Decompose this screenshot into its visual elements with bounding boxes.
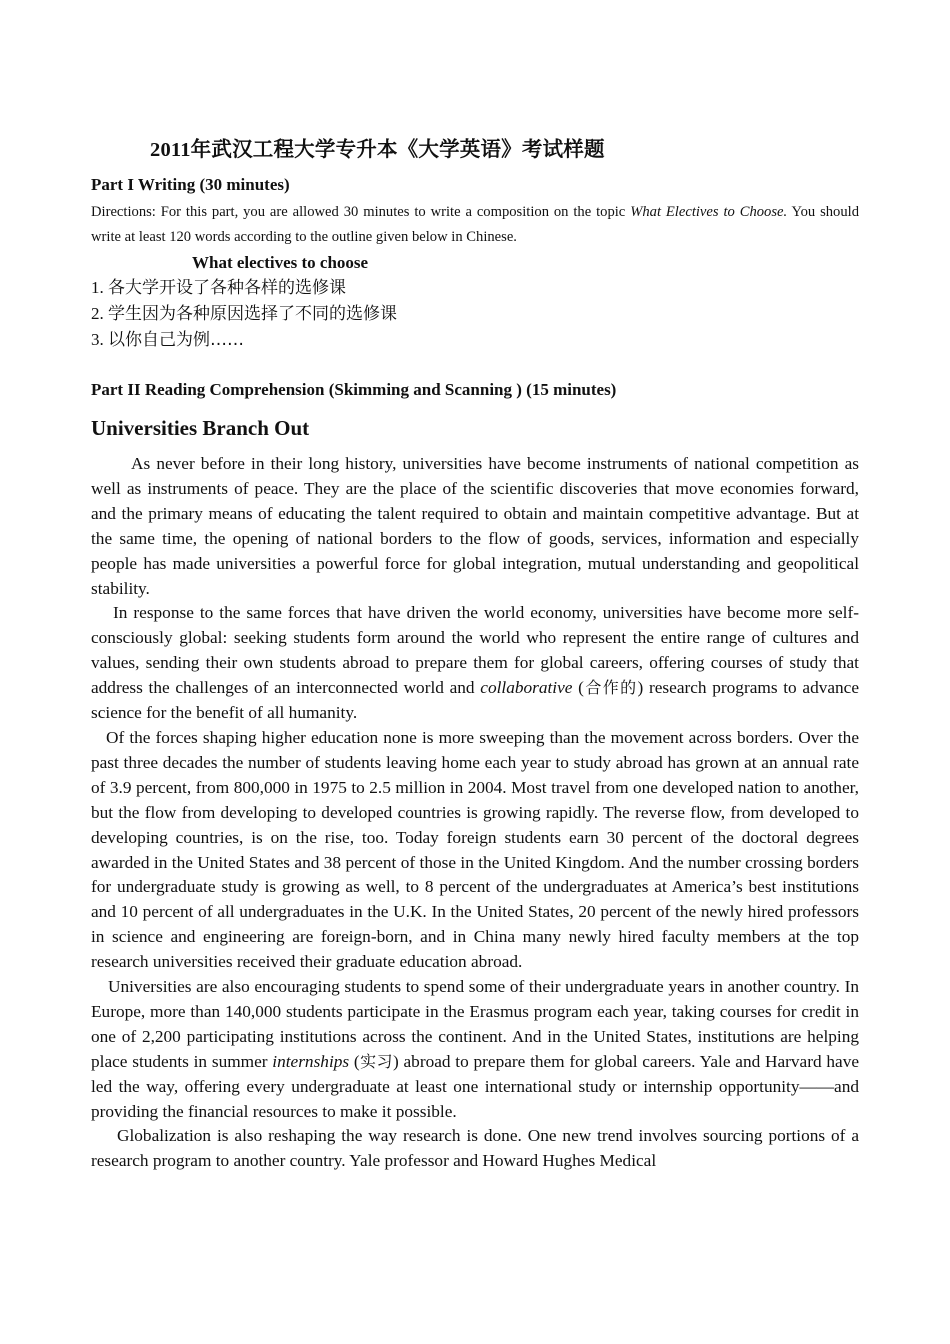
document-title: 2011年武汉工程大学专升本《大学英语》考试样题 bbox=[150, 139, 605, 161]
article-paragraph-4 bbox=[91, 975, 859, 1124]
paragraph-2-gloss-open: ( bbox=[572, 678, 584, 698]
directions-topic: What Electives to Choose. bbox=[630, 204, 788, 220]
paragraph-4-italic-term: internships bbox=[272, 1051, 350, 1071]
outline-title: What electives to choose bbox=[192, 253, 369, 272]
outline-item-text: 以你自己为例…… bbox=[108, 330, 244, 350]
paragraph-4-text-a: Universities are also encouraging students to spend some of their undergraduate years in another country. In Europe, more than 140,000 students participate in the Erasmus program each year, taking courses for credit in one of 2,200 participating institutions across the continent. And in the United States, institutions are helping place students in summer bbox=[91, 977, 859, 1071]
article-title: Universities Branch Out bbox=[91, 416, 310, 440]
article-paragraph-2 bbox=[91, 601, 859, 726]
outline-item-text: 学生因为各种原因选择了不同的选修课 bbox=[108, 304, 397, 324]
paragraph-4-text-b: ) abroad to prepare them for global careers. Yale and Harvard have led the way, offering every undergraduate at least one international study or internship opportunity——and providing the financial resources to make it possible. bbox=[91, 1051, 860, 1121]
paragraph-2-text-a: In response to the same forces that have driven the world economy, universities have become more self-consciously global: seeking students form around the world who represent the entire range of cultures and values, sending their own students abroad to prepare them for global careers, offering courses of study that address the challenges of an interconnected world and bbox=[91, 603, 859, 698]
part2-section bbox=[91, 379, 859, 1174]
directions-text-post: You should write at least 120 words according to the outline given below in Chinese. bbox=[91, 204, 859, 245]
paragraph-2-italic-term: collaborative bbox=[480, 678, 573, 698]
part1-section bbox=[91, 174, 859, 353]
part1-heading: Part I Writing (30 minutes) bbox=[91, 175, 290, 194]
outline-item bbox=[91, 327, 859, 353]
document-page bbox=[91, 134, 859, 1174]
article-body bbox=[91, 452, 859, 1174]
outline-list bbox=[91, 275, 859, 353]
outline-item-number: 1. bbox=[91, 278, 108, 297]
part1-directions bbox=[91, 200, 859, 250]
outline-item-number: 3. bbox=[91, 330, 108, 349]
article-paragraph-1: As never before in their long history, universities have become instruments of national competition as well as instruments of peace. They are the place of the scientific discoveries that move economies forward, and the primary means of educating the talent required to obtain and maintain competitive advantage. But at the same time, the opening of national borders to the flow of goods, services, information and especially people has made universities a powerful force for global integration, mutual understanding and geopolitical stability. bbox=[91, 454, 859, 598]
outline-item bbox=[91, 301, 859, 327]
article-paragraph-3: Of the forces shaping higher education none is more sweeping than the movement across borders. Over the past three decades the number of students leaving home each year to study abroad has grown at an annual rate of 3.9 percent, from 800,000 in 1975 to 2.5 million in 2004. Most travel from one developed nation to another, but the flow from developing to developed countries is growing rapidly. The reverse flow, from developed to developing countries, is on the rise, too. Today foreign students earn 30 percent of the doctoral degrees awarded in the United States and 38 percent of those in the United Kingdom. And the number crossing borders for undergraduate study is growing as well, to 8 percent of the undergraduates at America’s best institutions and 10 percent of all undergraduates in the U.K. In the United States, 20 percent of the newly hired professors in science and engineering are foreign-born, and in China many newly hired faculty members at the top research universities received their graduate education abroad. bbox=[91, 727, 859, 972]
paragraph-4-gloss-open: ( bbox=[349, 1051, 360, 1071]
paragraph-2-text-b: ) research programs to advance science for the benefit of all humanity. bbox=[91, 678, 860, 723]
paragraph-2-gloss: 合作的 bbox=[583, 678, 638, 698]
paragraph-4-gloss: 实习 bbox=[359, 1051, 393, 1071]
outline-item-number: 2. bbox=[91, 304, 108, 323]
article-paragraph-5: Globalization is also reshaping the way research is done. One new trend involves sourcing portions of a research program to another country. Yale professor and Howard Hughes Medical bbox=[91, 1126, 859, 1171]
directions-text-pre: Directions: For this part, you are allowed 30 minutes to write a composition on the topic bbox=[91, 204, 631, 220]
outline-item-text: 各大学开设了各种各样的选修课 bbox=[108, 278, 346, 298]
part2-heading: Part II Reading Comprehension (Skimming and Scanning ) (15 minutes) bbox=[91, 380, 617, 399]
outline-item bbox=[91, 275, 859, 301]
